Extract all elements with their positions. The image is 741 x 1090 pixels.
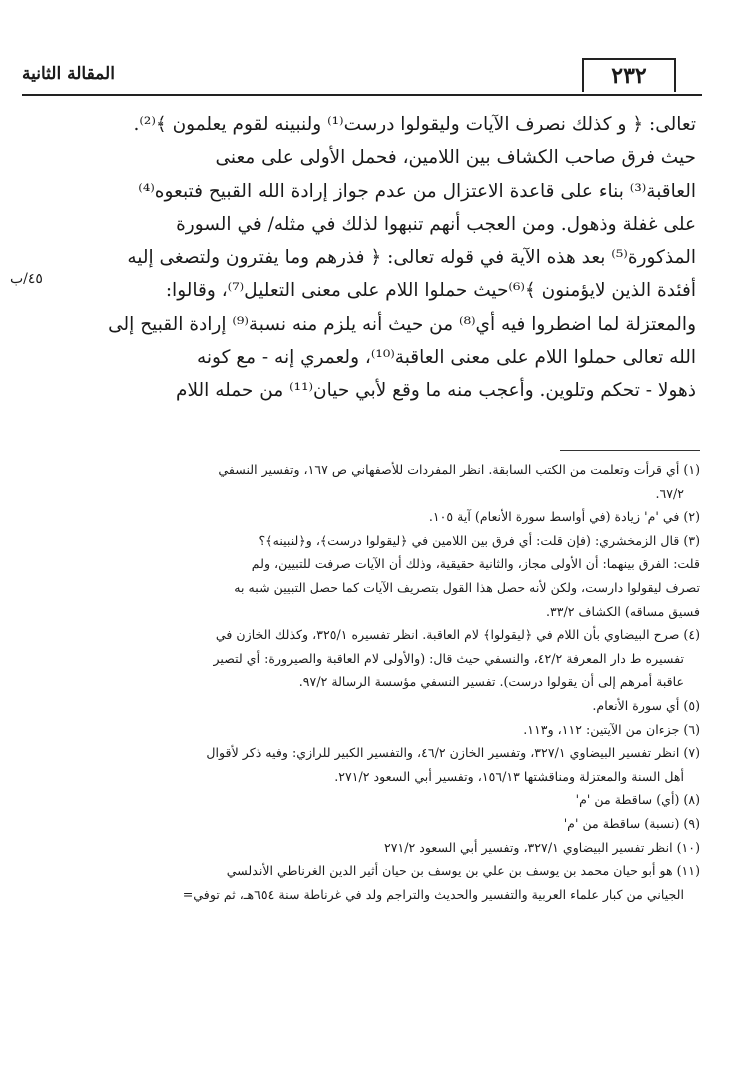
footnotes bbox=[20, 458, 700, 906]
footnote-line: (٨) (أي) ساقطة من 'م' bbox=[575, 792, 700, 808]
footnote-line: ٦٧/٢. bbox=[655, 485, 684, 501]
body-line: تعالى: ﴿ و كذلك نصرف الآيات وليقولوا درست⁽¹⁾ ولنبينه لقوم يعلمون ﴾⁽²⁾. bbox=[133, 114, 696, 135]
footnote-line: تصرف ليقولوا دارست، ولكن لأنه حصل هذا القول بتصريف الآيات كما حصل التبيين شبه به bbox=[234, 579, 700, 595]
footnote-line: (٩) (نسبة) ساقطة من 'م' bbox=[563, 815, 700, 831]
body-line: أفئدة الذين لايؤمنون ﴾⁽⁶⁾حيث حملوا اللام على معنى التعليل⁽⁷⁾، وقالوا: bbox=[165, 280, 696, 302]
footnote-line: (٧) انظر تفسير البيضاوي ٣٢٧/١، وتفسير الخازن ٤٦/٢، والتفسير الكبير للرازي: وفيه ذكر لأقوال bbox=[206, 745, 700, 761]
body-line: على غفلة وذهول. ومن العجب أنهم تنبهوا لذلك في مثله/ في السورة bbox=[176, 213, 696, 235]
footnote-line: قلت: الفرق بينهما: أن الأولى مجاز، والثانية حقيقية، وذلك أن الآيات صرفت للتبيين، ولم bbox=[251, 556, 700, 572]
footnote-line: أهل السنة والمعتزلة ومناقشتها ١٥٦/١٣، وتفسير أبي السعود ٢٧١/٢. bbox=[334, 768, 684, 784]
page-number: ٢٣٢ bbox=[582, 58, 676, 92]
footnote-line: (١٠) انظر تفسير البيضاوي ٣٢٧/١، وتفسير أبي السعود ٢٧١/٢ bbox=[383, 839, 700, 855]
footnote-line: (٤) صرح البيضاوي بأن اللام في ﴿ليقولوا﴾ لام العاقبة. انظر تفسيره ٣٢٥/١، وكذلك الخازن في bbox=[215, 627, 700, 643]
running-title: المقالة الثانية bbox=[22, 64, 115, 84]
body-line: المذكورة⁽⁵⁾ بعد هذه الآية في قوله تعالى: ﴿ فذرهم وما يفترون ولتصغى إليه bbox=[127, 247, 696, 269]
main-text bbox=[20, 108, 696, 408]
footnote-line: الجياني من كبار علماء العربية والتفسير والحديث والتراجم ولد في غرناطة سنة ٦٥٤هـ، ثم توفي= bbox=[182, 886, 684, 902]
footnote-line: عاقبة أمرهم إلى أن يقولوا درست). تفسير النسفي مؤسسة الرسالة ٩٧/٢. bbox=[298, 674, 684, 690]
footnote-line: فسيق مساقه) الكشاف ٣٣/٢. bbox=[545, 603, 700, 619]
footnote-line: (٣) قال الزمخشري: (فإن قلت: أي فرق بين اللامين في ﴿ليقولوا درست﴾، و﴿لنبينه﴾؟ bbox=[258, 532, 700, 548]
footnote-line: (٥) أي سورة الأنعام. bbox=[592, 697, 700, 713]
footnote-line: (١١) هو أبو حيان محمد بن يوسف بن علي بن يوسف بن حيان أثير الدين الغرناطي الأندلسي bbox=[226, 863, 700, 879]
body-line: ذهولا - تحكم وتلوين. وأعجب منه ما وقع لأبي حيان⁽¹¹⁾ من حمله اللام bbox=[176, 380, 696, 402]
page-header bbox=[22, 58, 702, 96]
footnote-line: (٦) جزءان من الآيتين: ١١٢، و١١٣. bbox=[523, 721, 700, 737]
body-line: العاقبة⁽³⁾ بناء على قاعدة الاعتزال من عدم جواز إرادة الله القبيح فتبعوه⁽⁴⁾ bbox=[138, 180, 696, 202]
footnote-line: (٢) في 'م' زيادة (في أواسط سورة الأنعام) آية ١٠٥. bbox=[428, 509, 700, 525]
margin-folio-note: ٤٥/ب bbox=[10, 271, 43, 287]
footnote-separator bbox=[560, 450, 700, 451]
footnote-line: تفسيره ط دار المعرفة ٤٢/٢، والنسفي حيث قال: (والأولى لام العاقبة والصيرورة: أي لتصير bbox=[213, 650, 684, 666]
body-line: والمعتزلة لما اضطروا فيه أي⁽⁸⁾ من حيث أنه يلزم منه نسبة⁽⁹⁾ إرادة القبيح إلى bbox=[108, 313, 696, 335]
body-line: الله تعالى حملوا اللام على معنى العاقبة⁽¹⁰⁾، ولعمري إنه - مع كونه bbox=[196, 347, 696, 369]
footnote-line: (١) أي قرأت وتعلمت من الكتب السابقة. انظر المفردات للأصفهاني ص ١٦٧، وتفسير النسفي bbox=[218, 462, 700, 477]
body-line: حيث فرق صاحب الكشاف بين اللامين، فحمل الأولى على معنى bbox=[215, 147, 696, 169]
